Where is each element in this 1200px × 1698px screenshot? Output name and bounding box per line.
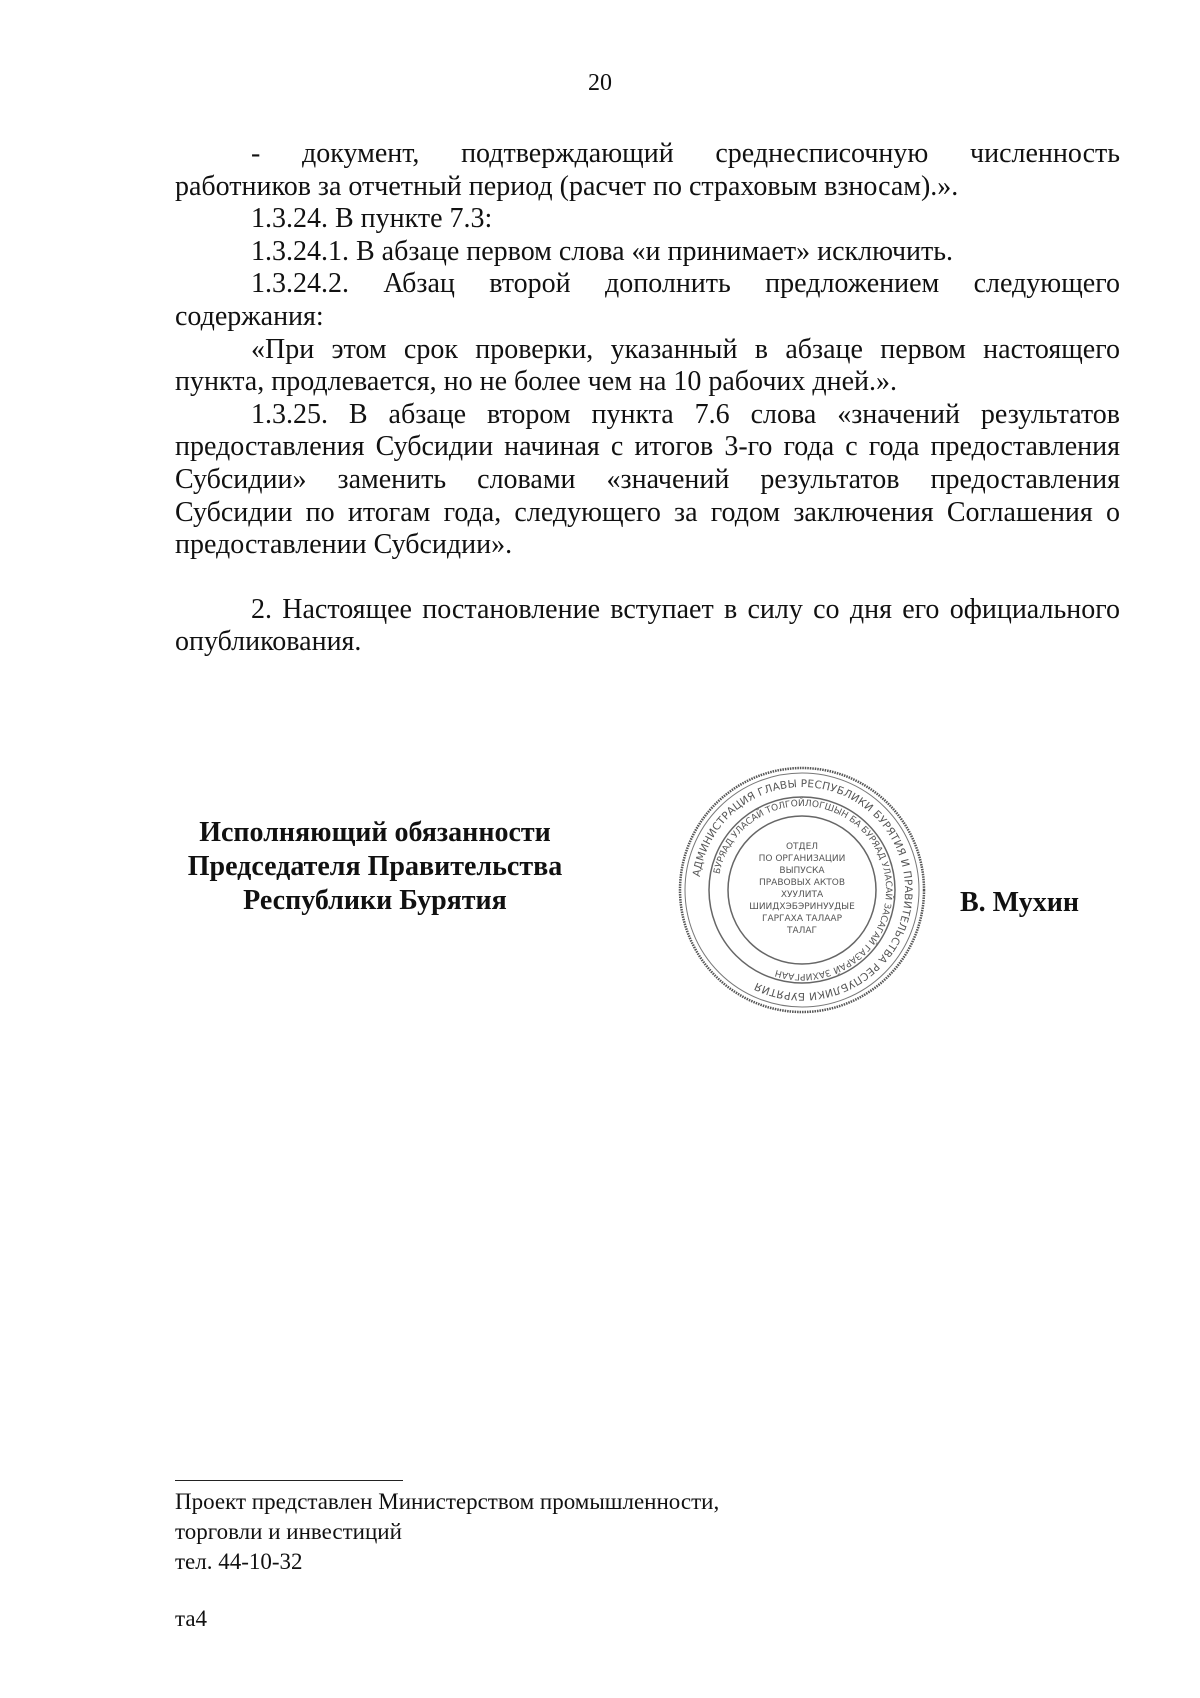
stamp-inner-text: БУРЯАД УЛАСАЙ ТОЛГОЙЛОГШЫН БА БУРЯАД УЛАСАЙ ЗАСАГАЙ ГАЗАРАЙ ЗАХИРГААН bbox=[712, 798, 894, 982]
stamp-center-line: ГАРГАХА ТАЛААР bbox=[761, 914, 843, 924]
final-paragraph: 2. Настоящее постановление вступает в силу со дня его официального опубликования. bbox=[175, 593, 1120, 658]
stamp-center-line: ТАЛАГ bbox=[786, 926, 818, 936]
stamp-center-line: ПО ОРГАНИЗАЦИИ bbox=[758, 854, 846, 864]
stamp-seal bbox=[677, 765, 927, 1015]
paragraph: - документ, подтверждающий среднесписочную численность работников за отчетный период (расчет по страховым взносам).». bbox=[175, 138, 1120, 202]
signatory-title-line: Республики Бурятия bbox=[243, 885, 507, 916]
stamp-center-line: ХУУЛИТА bbox=[780, 890, 824, 900]
stamp-center-line: ВЫПУСКА bbox=[779, 866, 825, 876]
document-body bbox=[175, 138, 1120, 659]
signatory-title-line: Председателя Правительства bbox=[187, 851, 563, 882]
paragraph: 1.3.25. В абзаце втором пункта 7.6 слова «значений результатов предоставления Субсидии начиная с итогов 3-го года с года предоставления Субсидии» заменить словами «значений результатов предоставления Субсидии по итогам года, следующего за годом заключения Соглашения о предоставлении Субсидии». bbox=[175, 398, 1120, 561]
footer-divider bbox=[175, 1480, 403, 1481]
signatory-title bbox=[160, 816, 590, 918]
signatory-title-line: Исполняющий обязанности bbox=[199, 817, 551, 848]
footer-line: торговли и инвестиций bbox=[175, 1519, 402, 1544]
page-number: 20 bbox=[588, 70, 612, 96]
paragraph: 1.3.24.2. Абзац второй дополнить предложением следующего содержания: bbox=[175, 268, 1120, 332]
paragraph: 1.3.24. В пункте 7.3: bbox=[251, 203, 493, 235]
signatory-name: В. Мухин bbox=[960, 887, 1079, 918]
stamp-outer-text: АДМИНИСТРАЦИЯ ГЛАВЫ РЕСПУБЛИКИ БУРЯТИЯ И ПРАВИТЕЛЬСТВА РЕСПУБЛИКИ БУРЯТИЯ bbox=[690, 777, 915, 1003]
stamp-center-line: ОТДЕЛ bbox=[785, 842, 819, 852]
footer-note bbox=[175, 1487, 935, 1634]
paragraph: «При этом срок проверки, указанный в абзаце первом настоящего пункта, продлевается, но не более чем на 10 рабочих дней.». bbox=[175, 333, 1120, 398]
stamp-center-line: ШИИДХЭБЭРИНУУДЫЕ bbox=[749, 902, 855, 912]
paragraph: 1.3.24.1. В абзаце первом слова «и принимает» исключить. bbox=[251, 235, 954, 267]
stamp-center-line: ПРАВОВЫХ АКТОВ bbox=[758, 878, 846, 888]
footer-line: тел. 44-10-32 bbox=[175, 1549, 303, 1574]
official-stamp bbox=[677, 765, 927, 1015]
footer-line: Проект представлен Министерством промышленности, bbox=[175, 1489, 720, 1514]
footer-code: та4 bbox=[175, 1606, 208, 1631]
